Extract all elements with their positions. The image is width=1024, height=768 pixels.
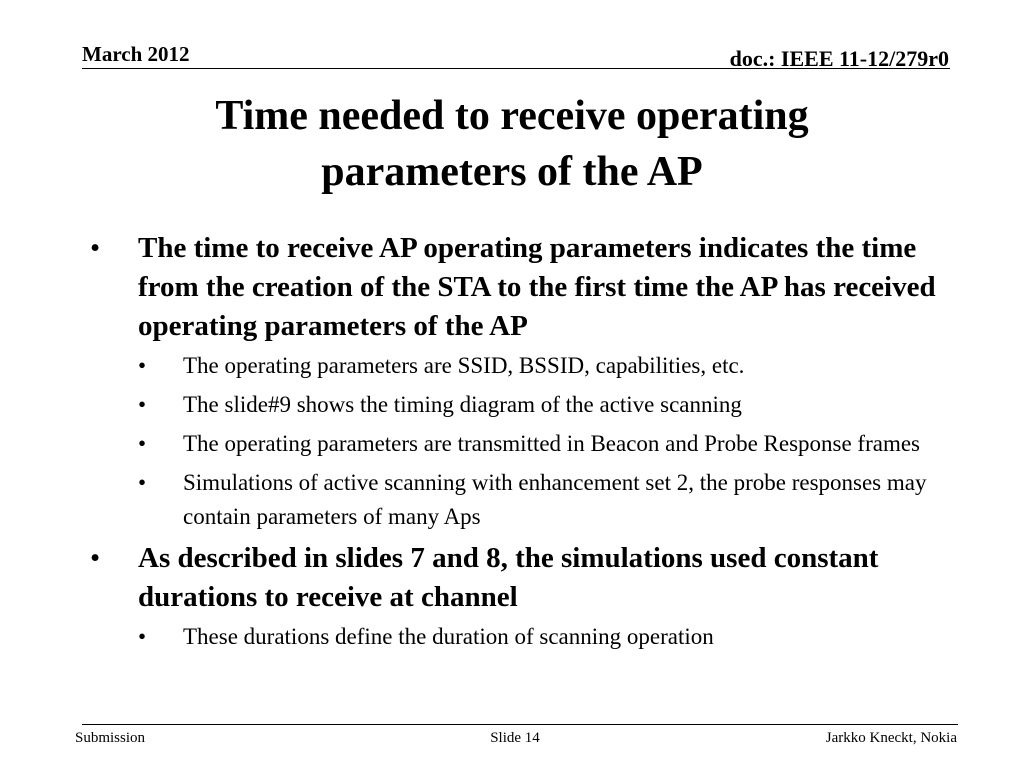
slide-body [90, 229, 950, 659]
bullet-dot-icon: • [138, 470, 147, 495]
footer-author: Jarkko Kneckt, Nokia [825, 730, 957, 746]
sub-bullet-1-3 [138, 427, 950, 461]
header-date: March 2012 [82, 42, 190, 66]
bullet-1-sublist [138, 349, 950, 534]
footer-divider [82, 724, 958, 725]
bullet-1-text: The time to receive AP operating parameters indicates the time from the creation of the STA to the first time the AP has received operating parameters of the AP [138, 232, 936, 342]
bullet-dot-icon: • [138, 392, 147, 417]
bullet-2-sublist [138, 620, 950, 654]
slide-title-line-2: parameters of the AP [321, 149, 703, 195]
sub-bullet-1-2 [138, 388, 950, 422]
bullet-dot-icon: • [138, 624, 147, 649]
slide-title [90, 88, 934, 200]
sub-bullet-1-2-text: The slide#9 shows the timing diagram of the active scanning [183, 392, 742, 417]
header-doc-id: doc.: IEEE 11-12/279r0 [729, 46, 949, 71]
sub-bullet-1-1-text: The operating parameters are SSID, BSSID, capabilities, etc. [183, 353, 745, 378]
bullet-dot-icon: • [90, 542, 101, 574]
header-divider [82, 68, 950, 69]
footer-slide-number: Slide 14 [490, 730, 540, 746]
bullet-dot-icon: • [138, 431, 147, 456]
bullet-1 [90, 229, 950, 534]
sub-bullet-1-3-text: The operating parameters are transmitted in Beacon and Probe Response frames [183, 431, 921, 456]
slide-title-line-1: Time needed to receive operating [215, 93, 809, 139]
footer-submission: Submission [75, 730, 146, 746]
sub-bullet-1-4-text: Simulations of active scanning with enhancement set 2, the probe responses may contain parameters of many Aps [183, 470, 927, 529]
bullet-dot-icon: • [138, 353, 147, 378]
sub-bullet-1-1 [138, 349, 950, 383]
sub-bullet-2-1-text: These durations define the duration of scanning operation [183, 624, 714, 649]
sub-bullet-1-4 [138, 466, 950, 534]
bullet-2-text: As described in slides 7 and 8, the simulations used constant durations to receive at channel [138, 542, 879, 613]
sub-bullet-2-1 [138, 620, 950, 654]
bullet-dot-icon: • [90, 232, 101, 264]
bullet-2 [90, 539, 950, 654]
